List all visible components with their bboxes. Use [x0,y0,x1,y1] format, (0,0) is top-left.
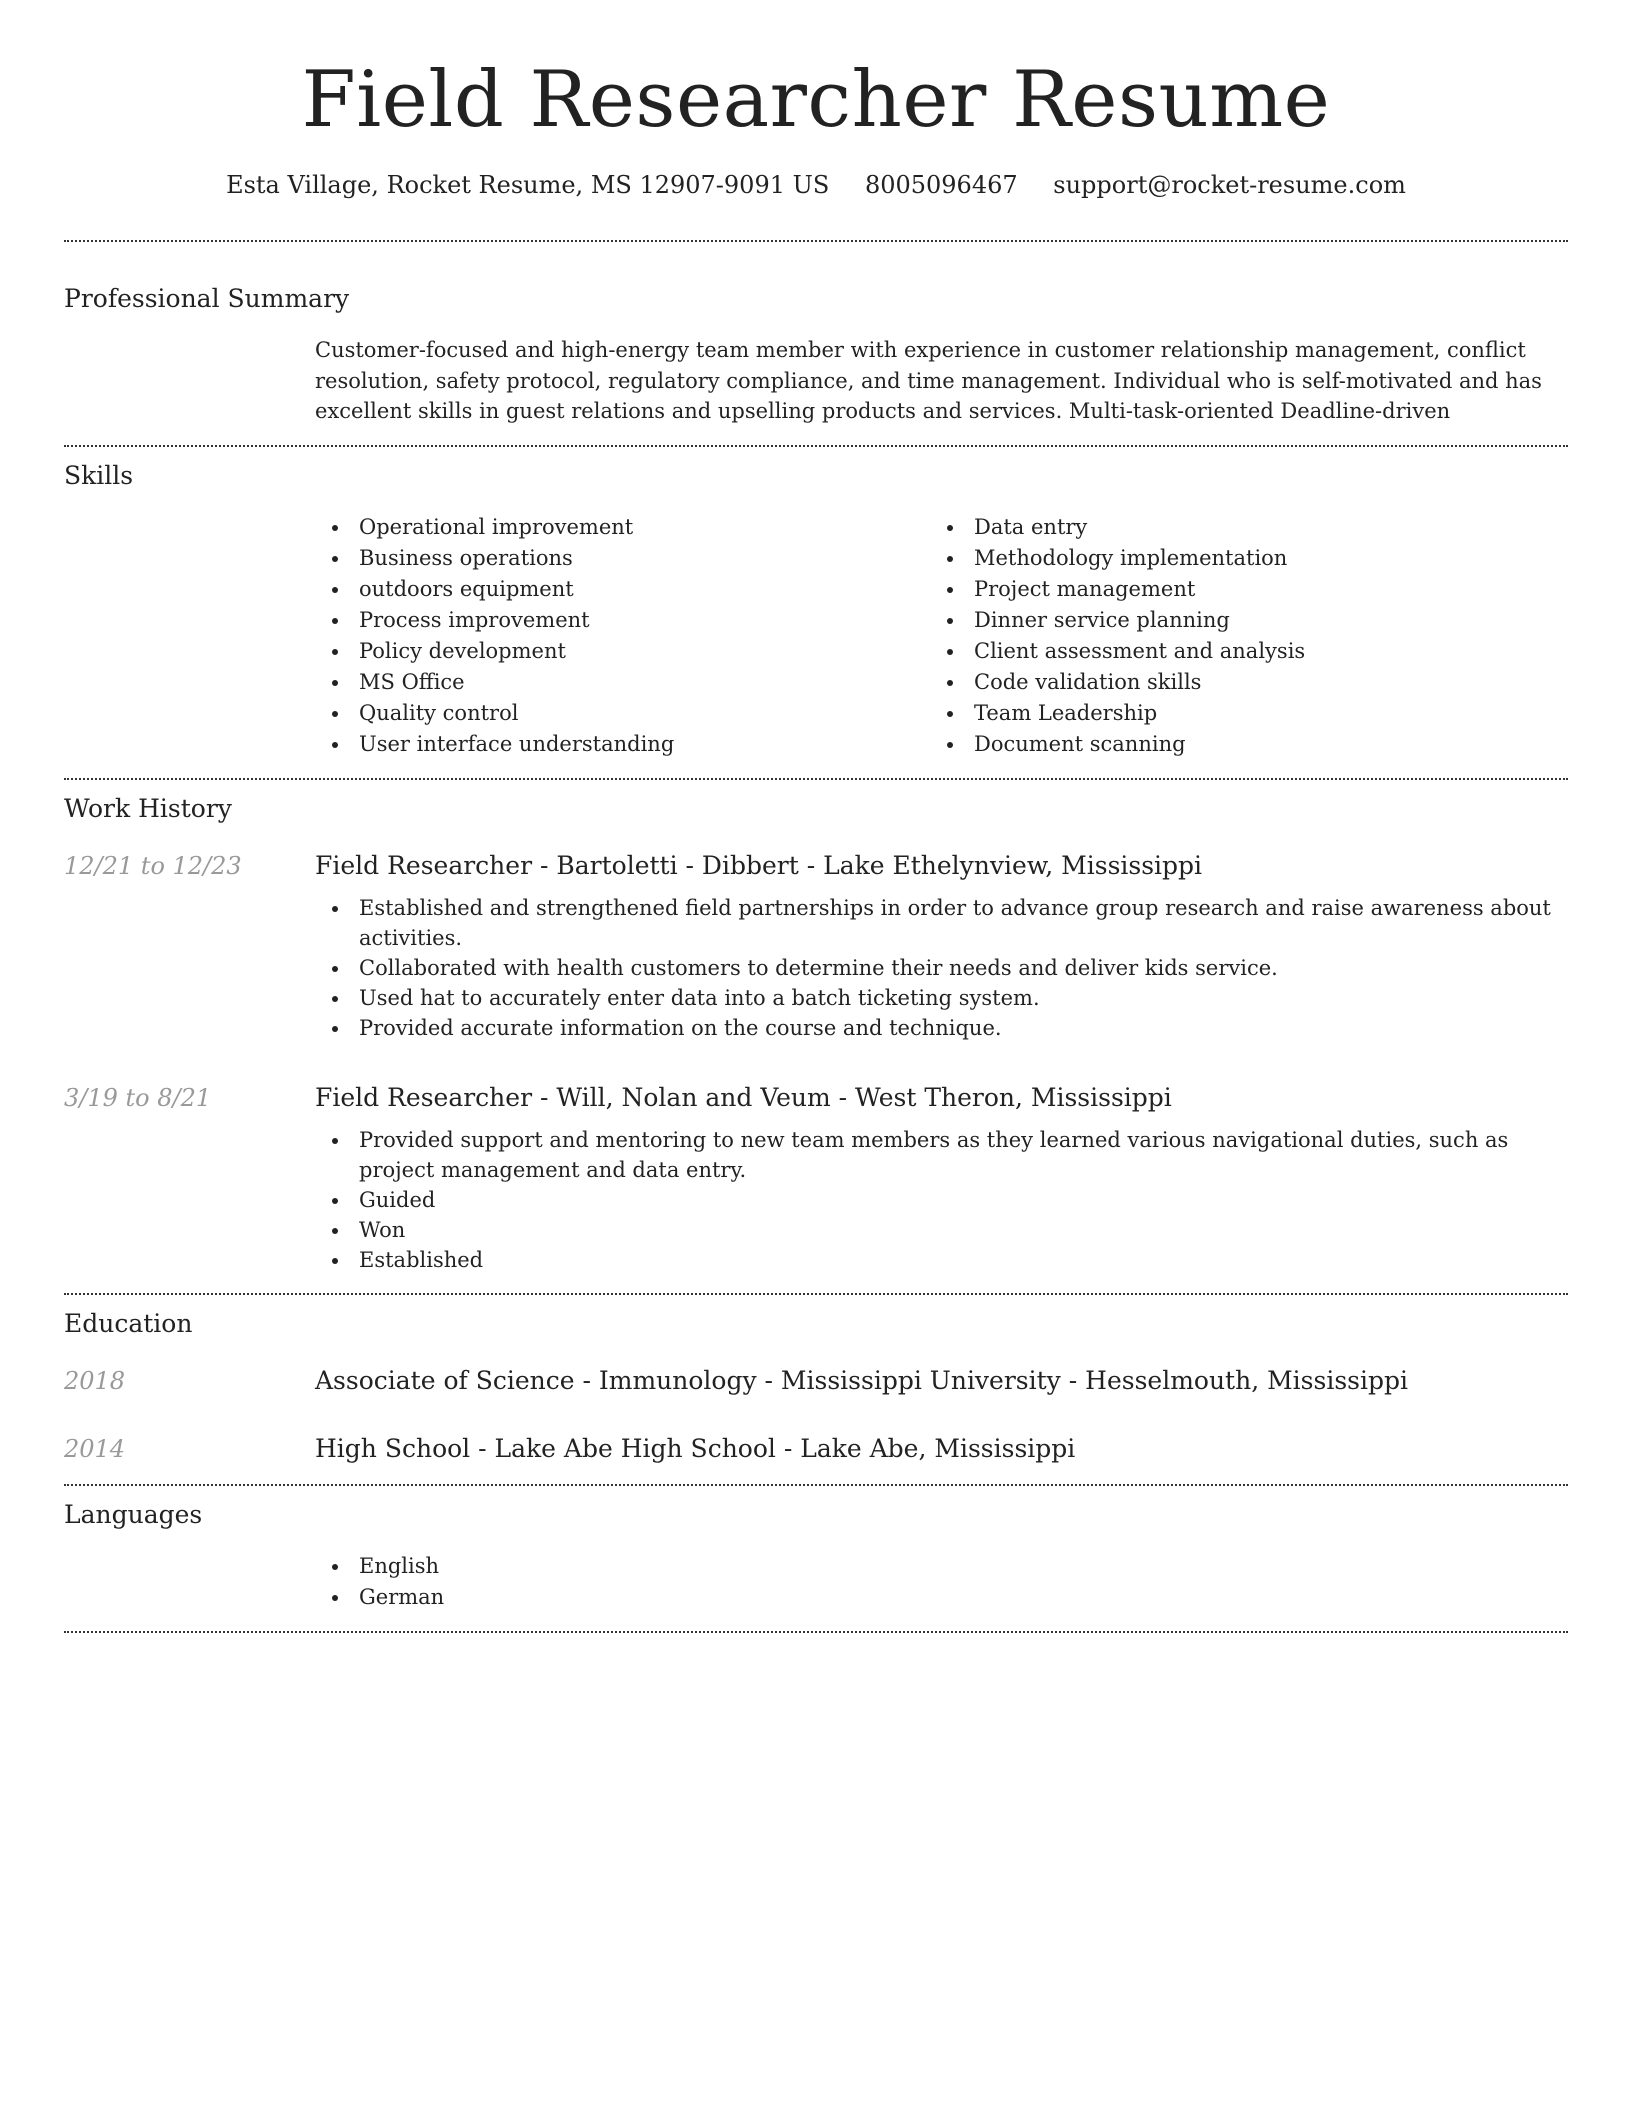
page-title: Field Researcher Resume [301,55,1331,145]
list-item: Process improvement [315,605,930,636]
list-item: outdoors equipment [315,574,930,605]
section-title-work: Work History [64,793,232,823]
list-item: Operational improvement [315,512,930,543]
skills-columns [315,512,1568,760]
contact-address: Esta Village, Rocket Resume, MS 12907-9091 US [226,171,830,199]
education-title: Associate of Science - Immunology - Mississippi University - Hesselmouth, Mississippi [315,1365,1408,1395]
education-entry [64,1432,1568,1466]
list-item: Won [315,1215,1568,1245]
education-section [64,1307,1568,1486]
summary-section [64,282,1568,447]
education-year: 2014 [64,1434,126,1463]
job-body [315,1081,1568,1275]
list-item: Project management [930,574,1545,605]
list-item: Guided [315,1185,1568,1215]
list-item: German [315,1582,1568,1613]
education-title: High School - Lake Abe High School - Lake Abe, Mississippi [315,1433,1076,1463]
list-item: MS Office [315,667,930,698]
list-item: Document scanning [930,729,1545,760]
job-entry [64,1081,1568,1275]
job-title: Field Researcher - Will, Nolan and Veum - West Theron, Mississippi [315,1082,1172,1112]
section-title-education: Education [64,1308,193,1338]
skills-list-right [930,512,1545,760]
list-item: Data entry [930,512,1545,543]
list-item: Established and strengthened field partnerships in order to advance group research and raise awareness about activities. [315,893,1568,953]
section-divider [64,240,1568,242]
resume-page [64,0,1568,1633]
summary-text: Customer-focused and high-energy team member with experience in customer relationship management, conflict resolution, safety protocol, regulatory compliance, and time management. Individual who is self-motivated and has excellent skills in guest relations and upselling products and services. Multi-task-oriented Deadline-driven [315,338,1542,423]
section-divider [64,1484,1568,1486]
resume-header [64,0,1568,242]
job-entry [64,849,1568,1043]
list-item: Policy development [315,636,930,667]
section-title-summary: Professional Summary [64,284,350,313]
education-year: 2018 [64,1366,126,1395]
list-item: Quality control [315,698,930,729]
contact-email: support@rocket-resume.com [1053,171,1406,199]
list-item: Team Leadership [930,698,1545,729]
section-divider [64,778,1568,780]
list-item: Business operations [315,543,930,574]
skills-section [64,459,1568,780]
list-item: Methodology implementation [930,543,1545,574]
education-entry [64,1364,1568,1398]
skills-list-left [315,512,930,760]
section-title-skills: Skills [64,460,134,490]
section-title-languages: Languages [64,1499,203,1529]
list-item: Dinner service planning [930,605,1545,636]
list-item: Collaborated with health customers to determine their needs and deliver kids service. [315,953,1568,983]
languages-section [64,1498,1568,1633]
job-dates: 12/21 to 12/23 [64,851,242,880]
contact-info [64,168,1568,202]
list-item: Used hat to accurately enter data into a batch ticketing system. [315,983,1568,1013]
section-divider [64,1631,1568,1633]
list-item: Client assessment and analysis [930,636,1545,667]
job-body [315,849,1568,1043]
education-body [315,1364,1568,1398]
section-divider [64,1293,1568,1295]
contact-phone: 8005096467 [864,171,1018,199]
job-bullets [315,893,1568,1043]
education-body [315,1432,1568,1466]
section-divider [64,445,1568,447]
job-bullets [315,1125,1568,1275]
list-item: User interface understanding [315,729,930,760]
list-item: Established [315,1245,1568,1275]
job-title: Field Researcher - Bartoletti - Dibbert - Lake Ethelynview, Mississippi [315,850,1203,880]
list-item: Code validation skills [930,667,1545,698]
job-dates: 3/19 to 8/21 [64,1083,212,1112]
languages-list [315,1551,1568,1613]
languages-content [315,1551,1568,1613]
work-section [64,792,1568,1295]
list-item: Provided support and mentoring to new team members as they learned various navigational duties, such as project management and data entry. [315,1125,1568,1185]
list-item: Provided accurate information on the course and technique. [315,1013,1568,1043]
list-item: English [315,1551,1568,1582]
